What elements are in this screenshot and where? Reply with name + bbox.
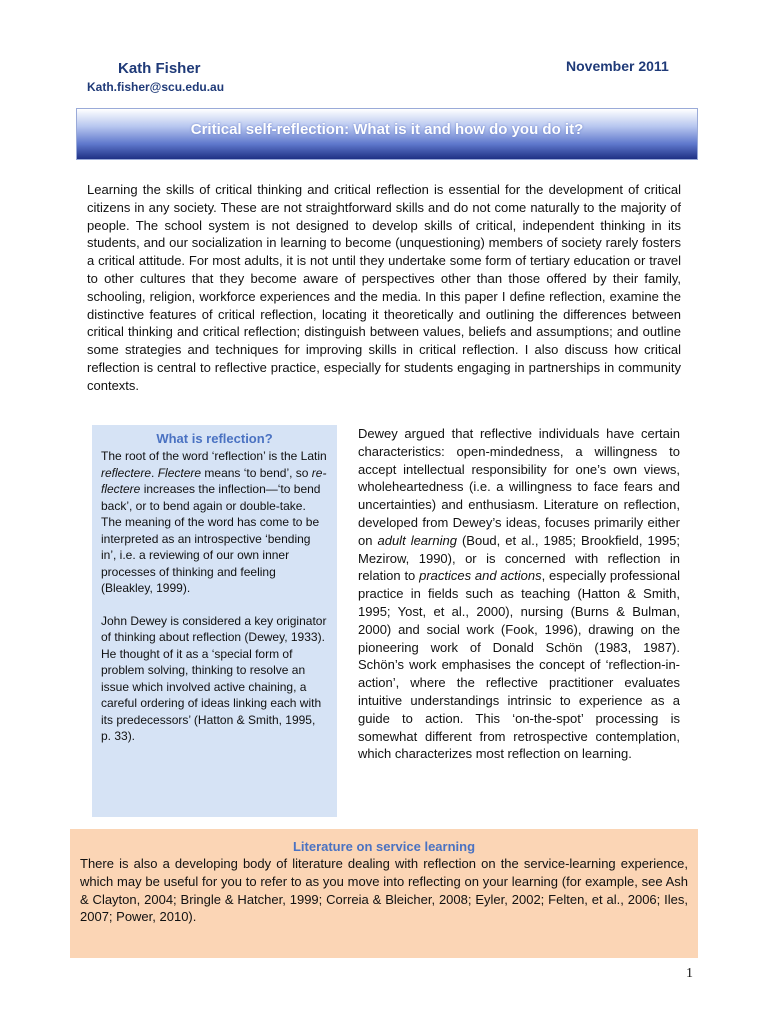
text-run: . (151, 465, 158, 480)
page-number: 1 (686, 966, 693, 981)
document-date: November 2011 (566, 58, 669, 74)
sidebar-heading: What is reflection? (156, 431, 273, 446)
author-email: Kath.fisher@scu.edu.au (87, 80, 225, 94)
service-heading: Literature on service learning (292, 839, 476, 854)
latin-term: Flectere (157, 465, 202, 480)
service-paragraph: There is also a developing body of literature dealing with reflection on the service-learning experience, which may be useful for you to refer to as you move into reflecting on your learning (for example, see Ash & Clayton, 2004; Bringle & Hatcher, 1999; Correia & Bleicher, 2008; Eyler, 2002; Felten, et al., 2006; Iles, 2007; Power, 2010). (80, 856, 688, 925)
text-run: means ‘to bend’, so (201, 465, 312, 480)
title-banner (76, 108, 698, 160)
reflection-sidebar (92, 425, 337, 817)
dewey-paragraph (358, 425, 680, 763)
intro-paragraph: Learning the skills of critical thinking and critical reflection is essential for the development of critical citizens in any society. These are not straightforward skills and do not come naturally to the majority of people. The school system is not designed to develop skills of critical, independent thinking in its students, and our socialization in learning to become (unquestioning) members of society rarely fosters a critical attitude. For most adults, it is not until they undertake some form of tertiary education or travel to other cultures that they become aware of perspectives other than those offered by their family, schooling, religion, workforce experiences and the media. In this paper I define reflection, examine the distinctive features of critical reflection, locating it theoretically and outlining the differences between critical thinking and critical reflection; distinguish between values, beliefs and assumptions; and outline some strategies and techniques for improving skills in critical reflection. I also discuss how critical reflection is central to reflective practice, especially for students engaging in partnerships in community contexts. (87, 182, 681, 393)
text-run: Dewey argued that reflective individuals have certain characteristics: open-mindedness, a willingness to accept intellectual responsibility for one’s own views, wholeheartedness (i.e. a willingness to face fears and uncertainties) and enthusiasm. Literature on reflection, developed from Dewey’s ideas, focuses primarily either on (358, 426, 680, 548)
latin-term: reflectere (101, 465, 152, 480)
text-run: (Boud, et al., 1985; Brookfield, 1995; Mezirow, 1990), or is concerned with reflection in relation to (358, 532, 681, 584)
document-title: Critical self-reflection: What is it and how do you do it? (190, 121, 584, 138)
text-run: increases the inflection—‘to bend back’, or to bend again or double-take. The meaning of the word has come to be interpreted as an introspective ‘bending in’, i.e. a reviewing of our own inner processes of thinking and feeling (Bleakley, 1999). (101, 482, 321, 595)
text-run: The root of the word ‘reflection’ is the Latin (101, 449, 327, 463)
sidebar-paragraph-root (101, 448, 328, 597)
emphasis-term: practices and actions (419, 568, 542, 584)
latin-term: re-flectere (101, 465, 327, 496)
sidebar-paragraph-dewey: John Dewey is considered a key originator of thinking about reflection (Dewey, 1933). He thought of it as a ‘special form of problem solving, thinking to resolve an issue which involved active chaining, a careful ordering of ideas linking each with its predecessors’ (Hatton & Smith, 1995, p. 33). (101, 613, 327, 743)
text-run: , especially professional practice in fields such as teaching (Hatton & Smith, 1995; Yost, et al., 2000), nursing (Burns & Bulman, 2000) and social work (Fook, 1996), drawing on the pioneering work of Donald Schön (1983, 1987). Schön’s work emphasises the concept of ‘reflection-in-action’, where the reflective practitioner evaluates intuitive understandings intrinsic to experience as a guide to action. This ‘on-the-spot’ processing is somewhat different from retrospective contemplation, which characterizes most reflection on learning. (358, 568, 681, 762)
author-name: Kath Fisher (118, 60, 201, 77)
service-learning-box (70, 829, 698, 958)
emphasis-term: adult learning (377, 532, 457, 548)
